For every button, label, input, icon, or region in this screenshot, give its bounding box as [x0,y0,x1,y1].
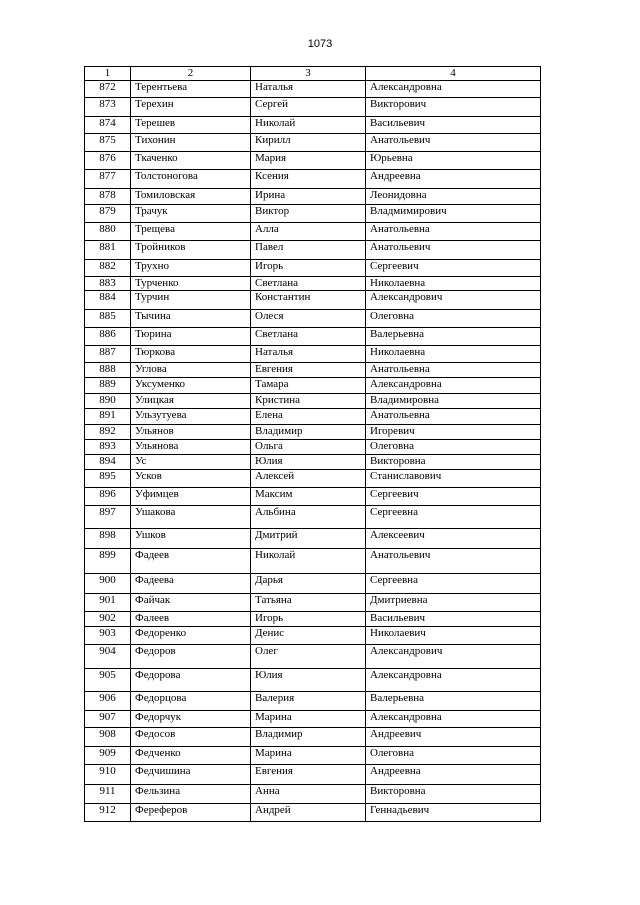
cell-num: 912 [85,804,131,822]
table-row [85,785,541,804]
cell-patronymic: Александровна [366,378,541,394]
cell-num: 898 [85,529,131,549]
cell-num: 881 [85,241,131,260]
cell-num: 897 [85,506,131,529]
cell-surname: Фалеев [131,612,251,627]
table-row [85,804,541,822]
cell-given-name: Евгения [251,765,366,785]
cell-patronymic: Александровна [366,81,541,98]
table-row [85,455,541,470]
table-row [85,170,541,189]
cell-surname: Терентьева [131,81,251,98]
cell-given-name: Ксения [251,170,366,189]
cell-surname: Трачук [131,205,251,223]
table-row [85,574,541,594]
cell-patronymic: Сергеевна [366,506,541,529]
cell-surname: Тройников [131,241,251,260]
cell-patronymic: Олеговна [366,747,541,765]
cell-patronymic: Юрьевна [366,152,541,170]
table-row [85,223,541,241]
table-row [85,669,541,692]
cell-patronymic: Анатольевна [366,363,541,378]
cell-num: 889 [85,378,131,394]
column-header-3: 3 [251,67,366,81]
cell-given-name: Владимир [251,425,366,440]
cell-surname: Тычина [131,310,251,328]
table-row [85,747,541,765]
cell-num: 899 [85,549,131,574]
cell-patronymic: Олеговна [366,440,541,455]
table-row [85,425,541,440]
cell-given-name: Николай [251,117,366,134]
table-row [85,627,541,645]
cell-num: 892 [85,425,131,440]
cell-num: 883 [85,277,131,291]
cell-given-name: Светлана [251,277,366,291]
table-row [85,440,541,455]
cell-patronymic: Анатольевна [366,409,541,425]
cell-patronymic: Сергеевна [366,574,541,594]
cell-surname: Уксуменко [131,378,251,394]
cell-surname: Ульянова [131,440,251,455]
cell-given-name: Дмитрий [251,529,366,549]
cell-num: 877 [85,170,131,189]
table-row [85,612,541,627]
cell-patronymic: Геннадьевич [366,804,541,822]
cell-patronymic: Андреевич [366,728,541,747]
cell-num: 900 [85,574,131,594]
table-row [85,506,541,529]
cell-given-name: Анна [251,785,366,804]
cell-given-name: Игорь [251,260,366,277]
cell-surname: Федорцова [131,692,251,711]
cell-surname: Федоров [131,645,251,669]
table-row [85,134,541,152]
cell-patronymic: Васильевич [366,117,541,134]
cell-patronymic: Александровна [366,711,541,728]
cell-num: 887 [85,346,131,363]
cell-given-name: Тамара [251,378,366,394]
cell-patronymic: Анатольевна [366,223,541,241]
cell-given-name: Ольга [251,440,366,455]
cell-given-name: Марина [251,711,366,728]
cell-surname: Федоренко [131,627,251,645]
table-row [85,81,541,98]
cell-given-name: Валерия [251,692,366,711]
cell-given-name: Елена [251,409,366,425]
cell-num: 888 [85,363,131,378]
cell-num: 903 [85,627,131,645]
cell-num: 874 [85,117,131,134]
cell-num: 875 [85,134,131,152]
cell-surname: Федосов [131,728,251,747]
cell-patronymic: Александрович [366,645,541,669]
table-row [85,152,541,170]
cell-patronymic: Васильевич [366,612,541,627]
cell-surname: Федчишина [131,765,251,785]
table-row [85,409,541,425]
cell-given-name: Игорь [251,612,366,627]
cell-surname: Файчак [131,594,251,612]
cell-num: 910 [85,765,131,785]
table-row [85,98,541,117]
cell-surname: Уфимцев [131,488,251,506]
cell-num: 885 [85,310,131,328]
cell-surname: Улицкая [131,394,251,409]
cell-given-name: Евгения [251,363,366,378]
cell-given-name: Алексей [251,470,366,488]
cell-surname: Турчин [131,291,251,310]
cell-patronymic: Леонидовна [366,189,541,205]
cell-given-name: Павел [251,241,366,260]
cell-surname: Тихонин [131,134,251,152]
cell-given-name: Олег [251,645,366,669]
cell-surname: Трухно [131,260,251,277]
cell-patronymic: Николаевна [366,346,541,363]
cell-patronymic: Андреевна [366,170,541,189]
cell-num: 904 [85,645,131,669]
column-header-4: 4 [366,67,541,81]
cell-given-name: Константин [251,291,366,310]
cell-patronymic: Алексеевич [366,529,541,549]
cell-patronymic: Сергеевич [366,260,541,277]
column-header-1: 1 [85,67,131,81]
cell-patronymic: Игоревич [366,425,541,440]
table-row [85,328,541,346]
cell-patronymic: Александровна [366,669,541,692]
cell-num: 901 [85,594,131,612]
cell-given-name: Максим [251,488,366,506]
cell-num: 882 [85,260,131,277]
cell-given-name: Андрей [251,804,366,822]
cell-num: 886 [85,328,131,346]
cell-given-name: Наталья [251,346,366,363]
cell-surname: Ульянов [131,425,251,440]
cell-surname: Терешев [131,117,251,134]
cell-patronymic: Дмитриевна [366,594,541,612]
cell-given-name: Денис [251,627,366,645]
cell-given-name: Альбина [251,506,366,529]
table-row [85,117,541,134]
cell-given-name: Олеся [251,310,366,328]
table-row [85,260,541,277]
cell-num: 873 [85,98,131,117]
cell-num: 895 [85,470,131,488]
cell-surname: Терехин [131,98,251,117]
cell-given-name: Николай [251,549,366,574]
table-row [85,241,541,260]
cell-given-name: Кирилл [251,134,366,152]
cell-given-name: Алла [251,223,366,241]
table-row [85,594,541,612]
cell-surname: Федченко [131,747,251,765]
table-body [85,81,541,822]
table-row [85,488,541,506]
cell-given-name: Кристина [251,394,366,409]
cell-patronymic: Викторович [366,98,541,117]
cell-num: 884 [85,291,131,310]
table-row [85,205,541,223]
cell-num: 906 [85,692,131,711]
cell-patronymic: Олеговна [366,310,541,328]
cell-patronymic: Николаевич [366,627,541,645]
cell-num: 890 [85,394,131,409]
cell-given-name: Наталья [251,81,366,98]
cell-surname: Ульзутуева [131,409,251,425]
cell-patronymic: Станиславович [366,470,541,488]
cell-num: 872 [85,81,131,98]
roster-table [84,66,541,822]
cell-surname: Томиловская [131,189,251,205]
cell-patronymic: Викторовна [366,785,541,804]
cell-patronymic: Владимировна [366,394,541,409]
cell-num: 894 [85,455,131,470]
cell-surname: Фадеев [131,549,251,574]
cell-patronymic: Анатольевич [366,549,541,574]
cell-given-name: Сергей [251,98,366,117]
cell-surname: Трещева [131,223,251,241]
cell-patronymic: Николаевна [366,277,541,291]
cell-surname: Тюркова [131,346,251,363]
cell-given-name: Владимир [251,728,366,747]
cell-given-name: Светлана [251,328,366,346]
cell-patronymic: Анатольевич [366,241,541,260]
table-row [85,277,541,291]
cell-surname: Ткаченко [131,152,251,170]
table-row [85,363,541,378]
table-row [85,529,541,549]
cell-surname: Фельзина [131,785,251,804]
cell-given-name: Дарья [251,574,366,594]
cell-surname: Фереферов [131,804,251,822]
table-row [85,645,541,669]
cell-num: 911 [85,785,131,804]
cell-surname: Толстоногова [131,170,251,189]
cell-patronymic: Владмимирович [366,205,541,223]
cell-surname: Ушакова [131,506,251,529]
cell-surname: Усков [131,470,251,488]
table-row [85,394,541,409]
cell-given-name: Мария [251,152,366,170]
cell-patronymic: Валерьевна [366,692,541,711]
cell-num: 878 [85,189,131,205]
table-row [85,346,541,363]
table-row [85,549,541,574]
table-row [85,692,541,711]
cell-num: 879 [85,205,131,223]
cell-given-name: Юлия [251,669,366,692]
cell-surname: Ушков [131,529,251,549]
cell-given-name: Ирина [251,189,366,205]
table-row [85,765,541,785]
table-row [85,291,541,310]
cell-given-name: Юлия [251,455,366,470]
table-header-row [85,67,541,81]
cell-surname: Турченко [131,277,251,291]
cell-num: 905 [85,669,131,692]
cell-given-name: Татьяна [251,594,366,612]
cell-patronymic: Викторовна [366,455,541,470]
cell-surname: Ус [131,455,251,470]
cell-num: 902 [85,612,131,627]
cell-patronymic: Андреевна [366,765,541,785]
cell-num: 893 [85,440,131,455]
cell-patronymic: Валерьевна [366,328,541,346]
cell-num: 880 [85,223,131,241]
cell-num: 907 [85,711,131,728]
cell-given-name: Марина [251,747,366,765]
column-header-2: 2 [131,67,251,81]
cell-patronymic: Александрович [366,291,541,310]
table-row [85,470,541,488]
cell-num: 891 [85,409,131,425]
cell-num: 908 [85,728,131,747]
cell-num: 876 [85,152,131,170]
cell-num: 909 [85,747,131,765]
cell-surname: Федорчук [131,711,251,728]
cell-surname: Федорова [131,669,251,692]
cell-surname: Тюрина [131,328,251,346]
cell-given-name: Виктор [251,205,366,223]
page-number: 1073 [307,38,333,50]
cell-patronymic: Сергеевич [366,488,541,506]
table-row [85,728,541,747]
table-row [85,711,541,728]
table-row [85,310,541,328]
cell-num: 896 [85,488,131,506]
cell-surname: Углова [131,363,251,378]
table-row [85,189,541,205]
cell-patronymic: Анатольевич [366,134,541,152]
cell-surname: Фадеева [131,574,251,594]
table-row [85,378,541,394]
